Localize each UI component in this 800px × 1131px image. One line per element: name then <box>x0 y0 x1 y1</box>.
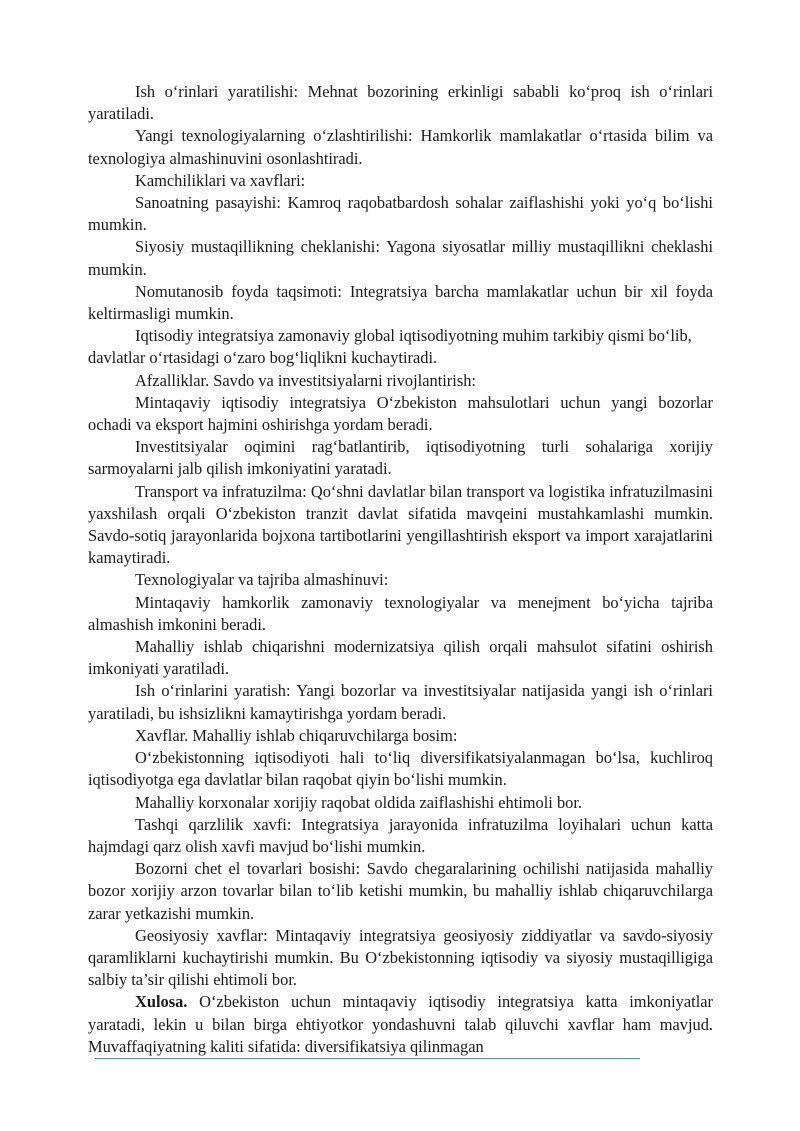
section-heading: Texnologiyalar va tajriba almashinuvi: <box>135 570 389 590</box>
paragraph: Mintaqaviy hamkorlik zamonaviy texnologiyalar va menejment bo‘yicha tajriba almashish imkonini beradi. <box>88 592 713 634</box>
paragraph: Sanoatning pasayishi: Kamroq raqobatbardosh sohalar zaiflashishi yoki yo‘q bo‘lishi mumkin. <box>88 193 713 235</box>
paragraph: Tashqi qarzlilik xavfi: Integratsiya jarayonida infratuzilma loyihalari uchun katta hajmdagi qarz olish xavfi mavjud bo‘lishi mumkin. <box>88 814 713 856</box>
paragraph: Ish o‘rinlarini yaratish: Yangi bozorlar va investitsiyalar natijasida yangi ish o‘rinlari yaratiladi, bu ishsizlikni kamaytirishga yordam beradi. <box>88 681 713 723</box>
paragraph: Siyosiy mustaqillikning cheklanishi: Yagona siyosatlar milliy mustaqillikni cheklashi mumkin. <box>88 237 713 279</box>
paragraph: Investitsiyalar oqimini rag‘batlantirib, iqtisodiyotning turli sohalariga xorijiy sarmoyalarni jalb qilish imkoniyatini yaratadi. <box>88 437 713 479</box>
paragraph: Mahalliy korxonalar xorijiy raqobat oldida zaiflashishi ehtimoli bor. <box>135 792 582 812</box>
conclusion-text: O‘zbekiston uchun mintaqaviy iqtisodiy integratsiya katta imkoniyatlar yaratadi, lekin u bilan birga ehtiyotkor yondashuvni talab qiluvchi xavflar ham mavjud. Muvaffaqiyatning kaliti sifatida: diversifikatsiya qilinmagan <box>88 992 713 1056</box>
paragraph: Mahalliy ishlab chiqarishni modernizatsiya qilish orqali mahsulot sifatini oshirish imkoniyati yaratiladi. <box>88 637 713 679</box>
document-body <box>88 81 713 1058</box>
paragraph: Ish o‘rinlari yaratilishi: Mehnat bozorining erkinligi sababli ko‘proq ish o‘rinlari yaratiladi. <box>88 82 713 124</box>
paragraph: Bozorni chet el tovarlari bosishi: Savdo chegaralarining ochilishi natijasida mahalliy bozor xorijiy arzon tovarlar bilan to‘lib ketishi mumkin, bu mahalliy ishlab chiqaruvchilarga zarar yetkazishi mumkin. <box>88 859 713 923</box>
section-heading: Afzalliklar. Savdo va investitsiyalarni rivojlantirish: <box>135 370 476 390</box>
section-heading: Kamchiliklari va xavflari: <box>135 170 306 190</box>
paragraph: O‘zbekistonning iqtisodiyoti hali to‘liq diversifikatsiyalanmagan bo‘lsa, kuchliroq iqtisodiyotga ega davlatlar bilan raqobat qiyin bo‘lishi mumkin. <box>88 748 713 790</box>
paragraph: Yangi texnologiyalarning o‘zlashtirilishi: Hamkorlik mamlakatlar o‘rtasida bilim va texnologiya almashinuvini osonlashtiradi. <box>88 126 713 168</box>
paragraph: Geosiyosiy xavflar: Mintaqaviy integratsiya geosiyosiy ziddiyatlar va savdo-siyosiy qaramliklarni kuchaytirishi mumkin. Bu O‘zbekistonning iqtisodiy va siyosiy mustaqilligiga salbiy ta’sir qilishi ehtimoli bor. <box>88 925 713 990</box>
footer-rule <box>95 1058 640 1059</box>
paragraph: Nomutanosib foyda taqsimoti: Integratsiya barcha mamlakatlar uchun bir xil foyda keltirmasligi mumkin. <box>88 281 713 324</box>
section-heading: Xavflar. Mahalliy ishlab chiqaruvchilarga bosim: <box>135 725 458 745</box>
paragraph: Mintaqaviy iqtisodiy integratsiya O‘zbekiston mahsulotlari uchun yangi bozorlar ochadi va eksport hajmini oshirishga yordam beradi. <box>88 392 713 435</box>
paragraph: Transport va infratuzilma: Qo‘shni davlatlar bilan transport va logistika infratuzilmasini yaxshilash orqali O‘zbekiston tranzit davlat sifatida mavqeini mustahkamlashi mumkin. Savdo-sotiq jarayonlarida bojxona tartibotlarini yengillashtirish eksport va import xarajatlarini kamaytiradi. <box>88 481 713 568</box>
conclusion-paragraph <box>88 991 713 1058</box>
conclusion-label: Xulosa. <box>135 992 188 1012</box>
paragraph: Iqtisodiy integratsiya zamonaviy global iqtisodiyotning muhim tarkibiy qismi bo‘lib, davlatlar o‘rtasidagi o‘zaro bog‘liqlikni kuchaytiradi. <box>88 326 692 368</box>
